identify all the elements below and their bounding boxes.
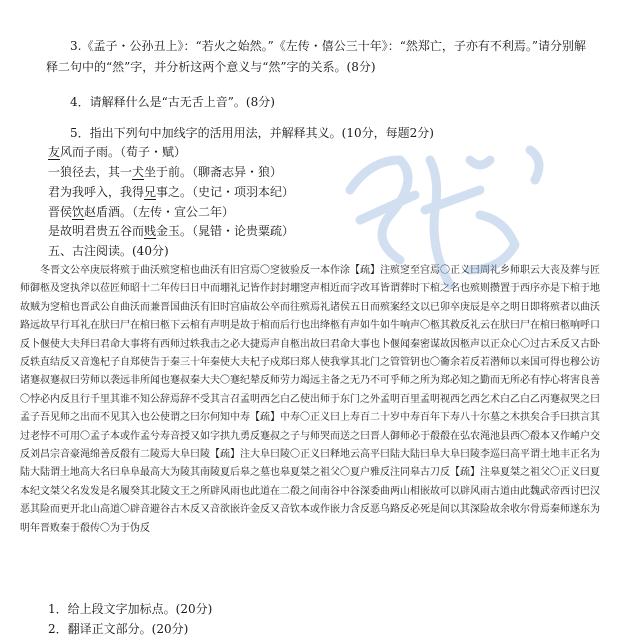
example-sentence [48, 183, 294, 200]
example-post: 金玉。（晁错・论贵粟疏） [156, 224, 295, 238]
example-post: 赵盾酒。（左传・宣公二年） [84, 205, 235, 219]
example-pre: 一狼径去，其一 [48, 165, 133, 179]
example-post: 坐于前。（聊斋志异・狼） [144, 165, 283, 179]
classical-passage: 冬晋文公卒庚辰将殡于曲沃殡窆棺也曲沃有旧宫焉〇窆彼验反一本作涂【疏】注殡窆至宫焉〇正义曰周礼乡师职云大丧及葬与匠师御柩及窆执斧以莅匠师昭十二年传曰日中而堋礼记皆作封封堋窆声相近而字改耳皆谓葬时下棺之名也殡则攒置于西序亦是下棺于地故贼为窆棺也晋武公自曲沃而兼晋国曲沃有旧时宫庙故公卒而往殡焉礼诸侯五日而殡案经文以已卯卒庚辰是卒之明日即将殡者以曲沃路远故早行耳礼在肰曰尸在棺曰柩下云棺有声明是故于棺而后行也出绛柩有声如牛如牛响声〇柩其救反礼云在肰曰尸在棺曰柩响呼口反卜偃使大夫拜曰君命大事将有西师过轶我击之必大捷焉声自柩出故曰君命大事也卜偃闻秦密谋故因柩声以正众心〇过古禾反又古卧反轶直结反又音逸杞子自郑使告于秦三十年秦使大夫杞子戍郑曰郑人使我掌其北门之管管钥也〇籥余若反若潜师以来国可得也穆公访诸蹇叔蹇叔曰劳师以袭远非所闻也蹇叔秦大夫〇蹇纪辇反师劳力竭远主备之无乃不可乎师之所为郑必知之勤而无所必有悖心将害良善〇悖必内反且行千里其谁不知公辞焉辞不受其言召孟明西乞白乙使出师于东门之外孟明百里孟明视西乞西乞术白乙白乙丙蹇叔哭之曰孟子吾见师之出而不见其入也公使谓之曰尔何知中寿【疏】中寿〇正义曰上寿百二十岁中寿百年下寿八十尔墓之木拱矣合手曰拱言其过老悖不可用〇孟子本或作孟兮寿音授又如字拱九勇反蹇叔之子与师哭而送之曰晋人御师必于殽殽在弘农渑池县西〇殽本又作崤户交反刘昌宗音豪渑绵善反殽有二陵焉大阜曰陵【疏】注大阜曰陵〇正义曰释地云高平曰陆大陆曰阜大阜曰陵李巡曰高平谓土地丰正名为陆大陆谓土地高大名曰阜阜最高大为陵其南陵夏后皋之墓也皋夏桀之祖父〇夏户雅反注同皋古刀反【疏】注皋夏桀之祖父〇正义曰夏本纪文桀父名发发是名履癸其北陵文王之所辟风雨也此道在二殽之间南谷中谷深委曲两山相嵌故可以辟风雨古道由此魏武帝西讨巴汉恶其险而更开北山高道〇辟音避谷古木反又音欲嵌许金反又音钦本或作嵌力含反恶乌路反必死是间以其深险故余收尔骨焉秦师遂东为明年晋败秦于殽传〇为于伪反 [20, 265, 600, 534]
underlined-word: 贱 [144, 224, 157, 238]
question-4: 4．请解释什么是“古无舌上音”。(8分) [70, 95, 275, 109]
question-3 [46, 36, 594, 78]
example-post: 事之。（史记・项羽本纪） [156, 185, 295, 199]
underlined-word: 兄 [144, 185, 157, 199]
example-pre: 君为我呼入，我得 [48, 185, 145, 199]
example-pre: 晋侯 [48, 205, 73, 219]
example-sentence [48, 203, 234, 220]
underlined-word: 饮 [72, 205, 85, 219]
example-pre: 是故明君贵五谷而 [48, 224, 145, 238]
example-sentence [48, 163, 282, 180]
section-5-title: 五、古注阅读。(40分) [48, 244, 169, 258]
question-3-text: 3.《孟子・公孙丑上》：“若火之始然。”《左传・僖公三十年》：“然郑亡，子亦有不利焉。”请分别解释二句中的“然”字，并分析这两个意义与“然”字的关系。(8分) [46, 39, 586, 74]
underlined-word: 友 [48, 145, 61, 159]
task-2: 2．翻译正文部分。(20分) [48, 622, 189, 636]
example-sentence [48, 222, 294, 239]
example-post: 风而子雨。（荀子・赋） [60, 145, 187, 159]
example-sentence [48, 143, 186, 160]
task-1: 1．给上段文字加标点。(20分) [48, 602, 213, 616]
question-5-title: 5．指出下列句中加线字的活用用法，并解释其义。(10分，每题2分) [70, 126, 434, 140]
underlined-word: 犬 [132, 165, 145, 179]
